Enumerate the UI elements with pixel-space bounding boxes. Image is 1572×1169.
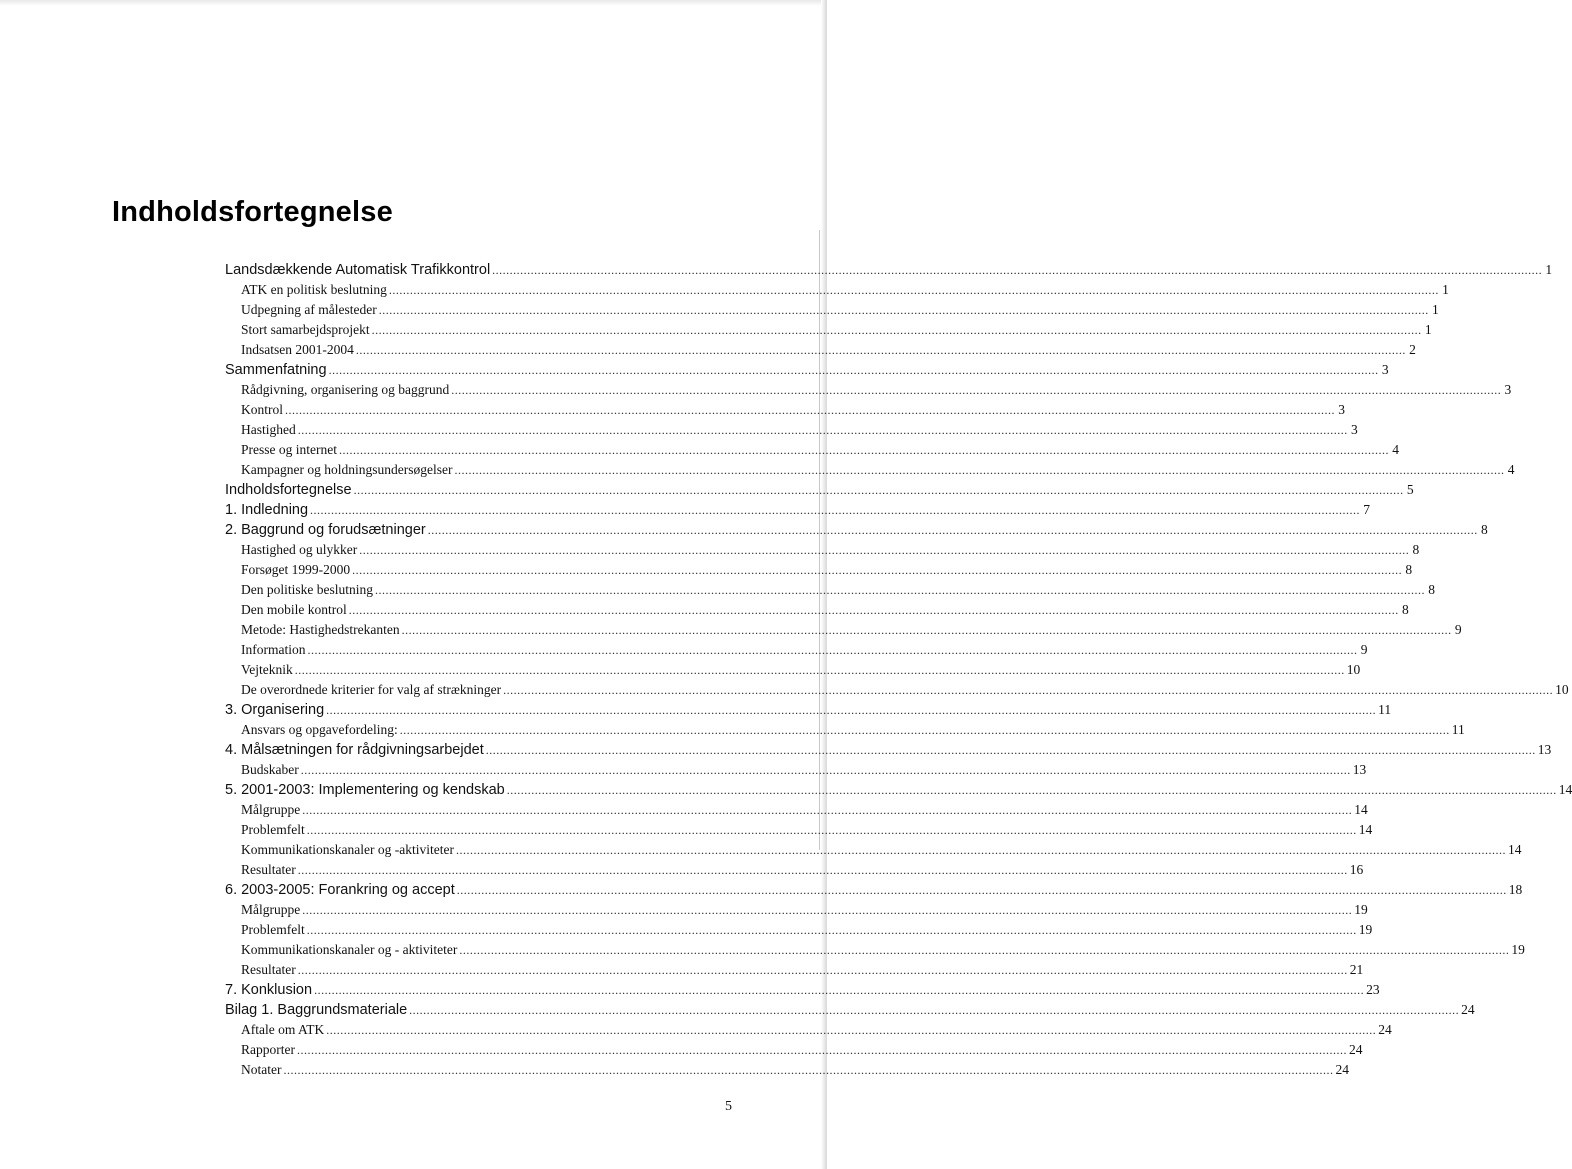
toc-dot-leader: ............................................................................................................................................................................................................................................................................................................ (297, 863, 1348, 877)
toc-subsection-entry[interactable] (225, 440, 1399, 460)
toc-dot-leader: ............................................................................................................................................................................................................................................................................................................ (283, 1063, 1334, 1077)
toc-entry-label: Landsdækkende Automatisk Trafikkontrol (225, 262, 491, 278)
toc-entry-label: Forsøget 1999-2000 (241, 562, 351, 577)
toc-entry-label: Ansvars og opgavefordeling: (241, 722, 398, 737)
toc-subsection-entry[interactable] (225, 920, 1373, 940)
toc-entry-page-number: 14 (1507, 842, 1522, 857)
toc-entry-label: Resultater (241, 962, 296, 977)
toc-dot-leader: ............................................................................................................................................................................................................................................................................................................ (348, 603, 1399, 617)
toc-entry-label: Aftale om ATK (241, 1022, 325, 1037)
toc-entry-page-number: 14 (1358, 822, 1373, 837)
toc-dot-leader: ............................................................................................................................................................................................................................................................................................................ (297, 963, 1348, 977)
toc-entry-page-number: 9 (1360, 642, 1368, 657)
toc-entry-label: Resultater (241, 862, 296, 877)
toc-entry-page-number: 8 (1480, 522, 1488, 537)
toc-section-entry[interactable] (225, 260, 1553, 280)
toc-entry-page-number: 4 (1392, 442, 1399, 457)
toc-entry-label: 3. Organisering (225, 702, 325, 718)
toc-entry-page-number: 21 (1349, 962, 1364, 977)
toc-entry-label: Problemfelt (241, 822, 305, 837)
toc-entry-page-number: 24 (1348, 1042, 1363, 1057)
toc-subsection-entry[interactable] (225, 640, 1368, 660)
toc-dot-leader: ............................................................................................................................................................................................................................................................................................................ (352, 563, 1403, 577)
toc-subsection-entry[interactable] (225, 540, 1420, 560)
toc-entry-label: Bilag 1. Baggrundsmateriale (225, 1002, 408, 1018)
toc-section-entry[interactable] (225, 480, 1414, 500)
toc-dot-leader: ............................................................................................................................................................................................................................................................................................................ (359, 543, 1410, 557)
toc-entry-page-number: 11 (1378, 702, 1392, 717)
toc-entry-page-number: 3 (1504, 382, 1512, 397)
toc-entry-label: Målgruppe (241, 802, 301, 817)
toc-dot-leader: ............................................................................................................................................................................................................................................................................................................ (326, 703, 1377, 717)
toc-entry-label: 1. Indledning (225, 502, 309, 518)
toc-entry-label: Rådgivning, organisering og baggrund (241, 382, 450, 397)
toc-entry-label: 4. Målsætningen for rådgivningsarbejdet (225, 742, 484, 758)
toc-entry-label: De overordnede kriterier for valg af strækninger (241, 682, 502, 697)
toc-entry-label: Kommunikationskanaler og -aktiviteter (241, 842, 454, 857)
toc-entry-label: 5. 2001-2003: Implementering og kendskab (225, 782, 505, 798)
toc-section-entry[interactable] (225, 980, 1380, 1000)
toc-dot-leader: ............................................................................................................................................................................................................................................................................................................ (427, 523, 1478, 537)
toc-entry-page-number: 2 (1409, 342, 1416, 357)
toc-dot-leader: ............................................................................................................................................................................................................................................................................................................ (300, 763, 1351, 777)
toc-section-entry[interactable] (225, 500, 1371, 520)
page-title: Indholdsfortegnelse (112, 196, 393, 228)
toc-subsection-entry[interactable] (225, 320, 1432, 340)
toc-entry-page-number: 19 (1354, 902, 1368, 917)
toc-dot-leader: ............................................................................................................................................................................................................................................................................................................ (451, 383, 1502, 397)
toc-subsection-entry[interactable] (225, 760, 1367, 780)
toc-dot-leader: ............................................................................................................................................................................................................................................................................................................ (338, 443, 1389, 457)
toc-subsection-entry[interactable] (225, 680, 1569, 700)
toc-dot-leader: ............................................................................................................................................................................................................................................................................................................ (401, 623, 1452, 637)
toc-dot-leader: ............................................................................................................................................................................................................................................................................................................ (388, 283, 1439, 297)
toc-section-entry[interactable] (225, 360, 1389, 380)
toc-entry-page-number: 9 (1454, 622, 1462, 637)
toc-entry-page-number: 1 (1545, 262, 1553, 277)
toc-entry-label: 2. Baggrund og forudsætninger (225, 522, 426, 538)
toc-dot-leader: ............................................................................................................................................................................................................................................................................................................ (459, 943, 1510, 957)
toc-entry-label: 7. Konklusion (225, 982, 313, 998)
toc-entry-label: Kontrol (241, 402, 283, 417)
toc-entry-page-number: 14 (1354, 802, 1368, 817)
toc-subsection-entry[interactable] (225, 420, 1358, 440)
toc-entry-page-number: 16 (1349, 862, 1364, 877)
toc-entry-page-number: 1 (1424, 322, 1432, 337)
toc-dot-leader: ............................................................................................................................................................................................................................................................................................................ (492, 263, 1543, 277)
toc-subsection-entry[interactable] (225, 600, 1409, 620)
toc-entry-page-number: 10 (1555, 682, 1569, 697)
toc-subsection-entry[interactable] (225, 660, 1361, 680)
toc-subsection-entry[interactable] (225, 560, 1413, 580)
toc-subsection-entry[interactable] (225, 1040, 1363, 1060)
toc-entry-label: Udpegning af målesteder (241, 302, 377, 317)
toc-entry-page-number: 18 (1508, 882, 1523, 897)
toc-entry-page-number: 13 (1352, 762, 1367, 777)
toc-subsection-entry[interactable] (225, 620, 1462, 640)
toc-dot-leader: ............................................................................................................................................................................................................................................................................................................ (485, 743, 1536, 757)
toc-entry-page-number: 24 (1378, 1022, 1392, 1037)
toc-section-entry[interactable] (225, 780, 1572, 800)
toc-dot-leader: ............................................................................................................................................................................................................................................................................................................ (302, 803, 1353, 817)
toc-dot-leader: ............................................................................................................................................................................................................................................................................................................ (409, 1003, 1460, 1017)
toc-entry-page-number: 14 (1558, 782, 1572, 797)
toc-subsection-entry[interactable] (225, 960, 1364, 980)
toc-subsection-entry[interactable] (225, 800, 1368, 820)
toc-subsection-entry[interactable] (225, 840, 1522, 860)
toc-subsection-entry[interactable] (225, 940, 1525, 960)
toc-entry-label: Sammenfatning (225, 362, 327, 378)
toc-entry-label: Presse og internet (241, 442, 337, 457)
toc-entry-page-number: 8 (1405, 562, 1413, 577)
toc-subsection-entry[interactable] (225, 300, 1439, 320)
toc-entry-label: Indsatsen 2001-2004 (241, 342, 354, 357)
toc-dot-leader: ............................................................................................................................................................................................................................................................................................................ (328, 363, 1379, 377)
toc-dot-leader: ............................................................................................................................................................................................................................................................................................................ (314, 983, 1365, 997)
toc-section-entry[interactable] (225, 740, 1552, 760)
toc-entry-label: Budskaber (241, 762, 299, 777)
toc-section-entry[interactable] (225, 520, 1488, 540)
toc-entry-label: Hastighed (241, 422, 296, 437)
toc-dot-leader: ............................................................................................................................................................................................................................................................................................................ (296, 1043, 1347, 1057)
toc-entry-label: Vejteknik (241, 662, 293, 677)
toc-dot-leader: ............................................................................................................................................................................................................................................................................................................ (326, 1023, 1377, 1037)
toc-entry-page-number: 1 (1431, 302, 1439, 317)
toc-entry-page-number: 19 (1511, 942, 1525, 957)
toc-entry-label: 6. 2003-2005: Forankring og accept (225, 882, 455, 898)
toc-entry-label: Metode: Hastighedstrekanten (241, 622, 400, 637)
toc-entry-page-number: 24 (1461, 1002, 1475, 1017)
toc-dot-leader: ............................................................................................................................................................................................................................................................................................................ (454, 463, 1505, 477)
toc-subsection-entry[interactable] (225, 380, 1512, 400)
toc-entry-page-number: 7 (1363, 502, 1371, 517)
toc-entry-page-number: 1 (1442, 282, 1449, 297)
table-of-contents (225, 260, 1572, 1080)
toc-dot-leader: ............................................................................................................................................................................................................................................................................................................ (456, 883, 1507, 897)
toc-subsection-entry[interactable] (225, 900, 1368, 920)
toc-dot-leader: ............................................................................................................................................................................................................................................................................................................ (371, 323, 1422, 337)
toc-dot-leader: ............................................................................................................................................................................................................................................................................................................ (506, 783, 1557, 797)
toc-entry-label: Kampagner og holdningsundersøgelser (241, 462, 453, 477)
toc-entry-label: Kommunikationskanaler og - aktiviteter (241, 942, 458, 957)
toc-entry-page-number: 8 (1412, 542, 1420, 557)
toc-dot-leader: ............................................................................................................................................................................................................................................................................................................ (310, 503, 1361, 517)
toc-entry-label: Stort samarbejdsprojekt (241, 322, 370, 337)
toc-dot-leader: ............................................................................................................................................................................................................................................................................................................ (307, 643, 1358, 657)
toc-entry-page-number: 13 (1537, 742, 1552, 757)
toc-dot-leader: ............................................................................................................................................................................................................................................................................................................ (375, 583, 1425, 597)
toc-section-entry[interactable] (225, 1000, 1475, 1020)
toc-dot-leader: ............................................................................................................................................................................................................................................................................................................ (353, 483, 1404, 497)
toc-entry-page-number: 19 (1358, 922, 1373, 937)
toc-subsection-entry[interactable] (225, 400, 1345, 420)
toc-entry-label: Information (241, 642, 306, 657)
toc-dot-leader: ............................................................................................................................................................................................................................................................................................................ (306, 823, 1357, 837)
toc-entry-page-number: 8 (1401, 602, 1409, 617)
toc-dot-leader: ............................................................................................................................................................................................................................................................................................................ (285, 403, 1335, 417)
toc-entry-page-number: 5 (1406, 482, 1414, 497)
toc-dot-leader: ............................................................................................................................................................................................................................................................................................................ (455, 843, 1506, 857)
toc-entry-page-number: 11 (1451, 722, 1465, 737)
toc-dot-leader: ............................................................................................................................................................................................................................................................................................................ (503, 683, 1554, 697)
toc-subsection-entry[interactable] (225, 860, 1364, 880)
toc-entry-page-number: 10 (1346, 662, 1361, 677)
toc-entry-label: ATK en politisk beslutning (241, 282, 387, 297)
page-number: 5 (725, 1099, 732, 1114)
toc-subsection-entry[interactable] (225, 460, 1515, 480)
scan-edge-top (0, 0, 827, 6)
toc-subsection-entry[interactable] (225, 580, 1435, 600)
toc-subsection-entry[interactable] (225, 1060, 1349, 1080)
toc-dot-leader: ............................................................................................................................................................................................................................................................................................................ (306, 923, 1357, 937)
toc-entry-page-number: 3 (1338, 402, 1345, 417)
toc-entry-page-number: 24 (1335, 1062, 1349, 1077)
toc-entry-label: Notater (241, 1062, 282, 1077)
toc-dot-leader: ............................................................................................................................................................................................................................................................................................................ (294, 663, 1345, 677)
toc-dot-leader: ............................................................................................................................................................................................................................................................................................................ (297, 423, 1348, 437)
toc-entry-label: Den politiske beslutning (241, 582, 373, 597)
toc-subsection-entry[interactable] (225, 820, 1373, 840)
toc-dot-leader: ............................................................................................................................................................................................................................................................................................................ (355, 343, 1406, 357)
toc-entry-label: Hastighed og ulykker (241, 542, 358, 557)
toc-entry-label: Problemfelt (241, 922, 305, 937)
toc-entry-label: Rapporter (241, 1042, 295, 1057)
toc-dot-leader: ............................................................................................................................................................................................................................................................................................................ (399, 723, 1450, 737)
toc-dot-leader: ............................................................................................................................................................................................................................................................................................................ (378, 303, 1429, 317)
toc-dot-leader: ............................................................................................................................................................................................................................................................................................................ (302, 903, 1353, 917)
toc-section-entry[interactable] (225, 880, 1523, 900)
toc-subsection-entry[interactable] (225, 340, 1416, 360)
toc-section-entry[interactable] (225, 700, 1392, 720)
toc-entry-page-number: 3 (1381, 362, 1389, 377)
toc-entry-label: Indholdsfortegnelse (225, 482, 352, 498)
toc-entry-page-number: 3 (1351, 422, 1358, 437)
toc-entry-label: Den mobile kontrol (241, 602, 347, 617)
toc-entry-page-number: 8 (1428, 582, 1435, 597)
toc-subsection-entry[interactable] (225, 1020, 1392, 1040)
toc-entry-page-number: 4 (1507, 462, 1515, 477)
toc-entry-label: Målgruppe (241, 902, 301, 917)
toc-subsection-entry[interactable] (225, 720, 1465, 740)
toc-subsection-entry[interactable] (225, 280, 1449, 300)
toc-entry-page-number: 23 (1366, 982, 1380, 997)
